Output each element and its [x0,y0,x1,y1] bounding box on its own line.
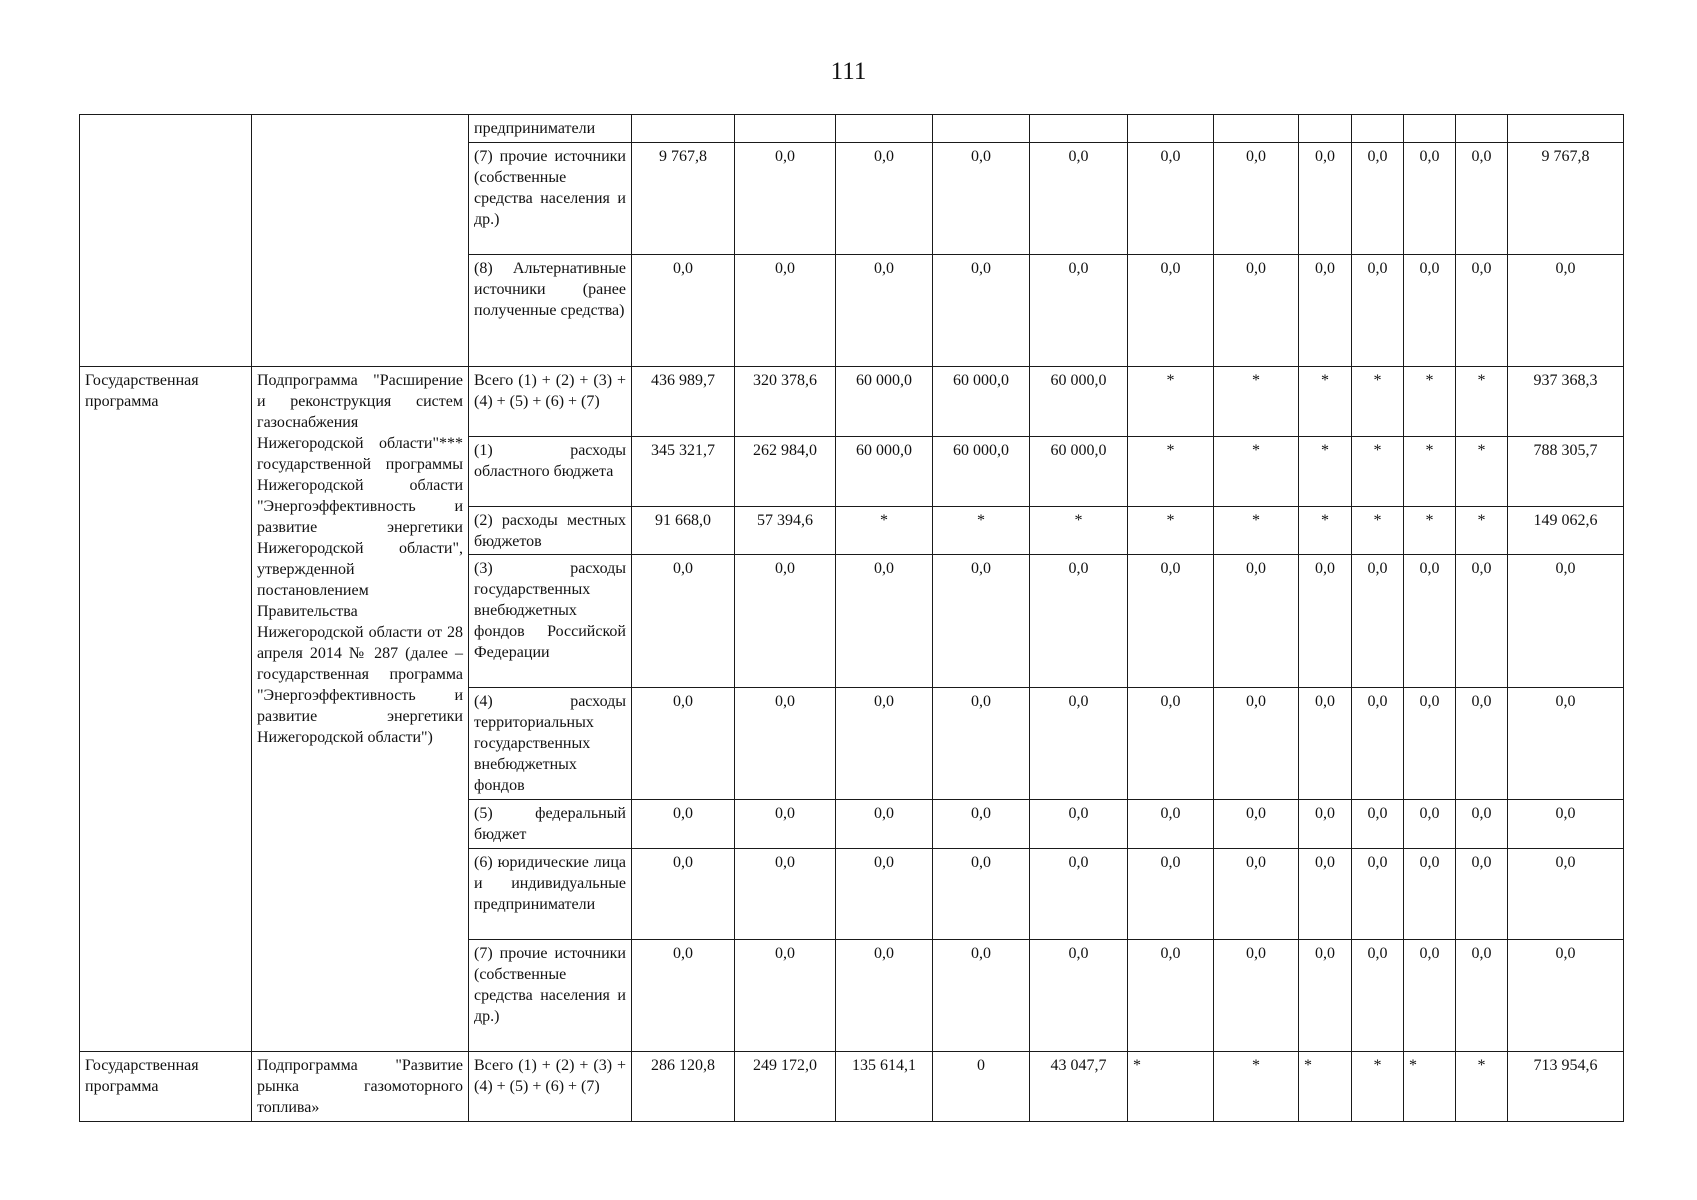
value-cell: 0,0 [735,143,836,255]
value-cell: * [1214,367,1299,437]
value-cell: * [1214,1052,1299,1122]
value-cell: 9 767,8 [632,143,735,255]
value-cell: 286 120,8 [632,1052,735,1122]
value-cell: * [933,507,1030,555]
value-cell: 788 305,7 [1508,437,1624,507]
value-cell: * [1352,507,1404,555]
value-cell: 0,0 [632,940,735,1052]
source-cell: (8) Альтернативные источники (ранее полученные средства) [469,255,632,367]
value-cell: 0,0 [632,800,735,849]
value-cell: 0,0 [632,849,735,940]
value-cell: * [1404,367,1456,437]
value-cell: 60 000,0 [836,367,933,437]
value-cell: 0,0 [1508,800,1624,849]
value-cell: 0,0 [1299,849,1352,940]
value-cell: * [1128,367,1214,437]
value-cell: * [1456,437,1508,507]
value-cell: * [1299,1052,1352,1122]
value-cell: 0,0 [632,688,735,800]
value-cell: 0,0 [735,688,836,800]
value-cell: 345 321,7 [632,437,735,507]
table-row [80,115,1624,143]
value-cell: 0,0 [1128,688,1214,800]
value-cell: 0,0 [1030,555,1128,688]
value-cell: 0,0 [1299,555,1352,688]
value-cell [1030,115,1128,143]
value-cell: 0,0 [1128,555,1214,688]
page-number: 111 [830,58,867,85]
value-cell: 0,0 [933,143,1030,255]
value-cell: 0,0 [1030,255,1128,367]
value-cell: 0,0 [1456,849,1508,940]
value-cell: * [1352,367,1404,437]
value-cell: 0,0 [1030,143,1128,255]
value-cell [1508,115,1624,143]
value-cell: * [1404,507,1456,555]
value-cell [632,115,735,143]
value-cell: * [1352,1052,1404,1122]
value-cell: 0,0 [836,940,933,1052]
budget-table [79,114,1624,1122]
value-cell: 0,0 [836,688,933,800]
source-cell: Всего (1) + (2) + (3) + (4) + (5) + (6) + (7) [469,367,632,437]
value-cell: 0,0 [1456,143,1508,255]
value-cell: 0,0 [1214,849,1299,940]
value-cell: 0,0 [1214,555,1299,688]
value-cell: 0,0 [1214,940,1299,1052]
value-cell: 0,0 [1128,143,1214,255]
value-cell: 0,0 [1456,255,1508,367]
value-cell: 91 668,0 [632,507,735,555]
value-cell: * [1299,507,1352,555]
value-cell: 0,0 [836,143,933,255]
value-cell: * [1456,1052,1508,1122]
value-cell: 0,0 [1214,688,1299,800]
value-cell: 0,0 [1456,800,1508,849]
value-cell: 0,0 [933,849,1030,940]
value-cell: * [1404,1052,1456,1122]
value-cell: * [1456,367,1508,437]
value-cell: * [1128,1052,1214,1122]
value-cell: 0,0 [836,555,933,688]
value-cell: 60 000,0 [836,437,933,507]
value-cell: 0,0 [836,849,933,940]
value-cell [1456,115,1508,143]
value-cell: 57 394,6 [735,507,836,555]
value-cell: 60 000,0 [933,367,1030,437]
value-cell: 0,0 [1508,555,1624,688]
value-cell: 0,0 [1299,143,1352,255]
value-cell: 0,0 [735,555,836,688]
value-cell [1128,115,1214,143]
value-cell: 0,0 [1214,255,1299,367]
value-cell: 0,0 [632,255,735,367]
value-cell: 0,0 [1214,800,1299,849]
value-cell [1404,115,1456,143]
value-cell: 0,0 [1508,940,1624,1052]
value-cell: 9 767,8 [1508,143,1624,255]
value-cell: 0,0 [1352,255,1404,367]
value-cell [1299,115,1352,143]
value-cell: 60 000,0 [1030,367,1128,437]
value-cell: 262 984,0 [735,437,836,507]
value-cell: * [1128,437,1214,507]
value-cell: 0,0 [933,555,1030,688]
value-cell: 0,0 [1404,255,1456,367]
value-cell: 149 062,6 [1508,507,1624,555]
source-cell: (1) расходы областного бюджета [469,437,632,507]
source-cell: (6) юридические лица и индивидуальные предприниматели [469,849,632,940]
value-cell: 436 989,7 [632,367,735,437]
value-cell: * [1030,507,1128,555]
value-cell: 0,0 [933,800,1030,849]
value-cell: 0,0 [1404,555,1456,688]
value-cell: 0,0 [1456,688,1508,800]
value-cell [933,115,1030,143]
value-cell: 0,0 [1352,555,1404,688]
value-cell: 249 172,0 [735,1052,836,1122]
value-cell: 0,0 [836,255,933,367]
program-name-cell: Подпрограмма "Развитие рынка газомоторного топлива» [252,1052,469,1122]
source-cell: (5) федеральный бюджет [469,800,632,849]
value-cell: 0,0 [1352,849,1404,940]
value-cell: 0,0 [1128,940,1214,1052]
value-cell [1214,115,1299,143]
value-cell: * [836,507,933,555]
value-cell: 0,0 [1508,255,1624,367]
value-cell: 0,0 [1214,143,1299,255]
value-cell: 713 954,6 [1508,1052,1624,1122]
value-cell: 0,0 [933,255,1030,367]
value-cell: 0,0 [1030,800,1128,849]
table-row [80,1052,1624,1122]
value-cell: 320 378,6 [735,367,836,437]
source-cell: предприниматели [469,115,632,143]
value-cell: 0,0 [1404,143,1456,255]
value-cell: 0,0 [1128,800,1214,849]
value-cell: 0,0 [735,255,836,367]
value-cell: 0,0 [1456,940,1508,1052]
value-cell: 0,0 [1030,849,1128,940]
source-cell: (2) расходы местных бюджетов [469,507,632,555]
value-cell: 60 000,0 [933,437,1030,507]
value-cell: 0,0 [1352,800,1404,849]
value-cell: 0,0 [1508,688,1624,800]
value-cell: 0,0 [1299,688,1352,800]
value-cell: 0,0 [1128,849,1214,940]
value-cell: 0,0 [1404,688,1456,800]
value-cell: * [1299,437,1352,507]
value-cell: 0 [933,1052,1030,1122]
value-cell: 0,0 [1030,688,1128,800]
program-name-cell: Подпрограмма "Расширение и реконструкция систем газоснабжения Нижегородской области"*** государственной программы Нижегородской области "Энергоэффективность и развитие энергетики Нижегородской области", утвержденной постановлением Правительства Нижегородской области от 28 апреля 2014 № 287 (далее – государственная программа "Энергоэффективность и развитие энергетики Нижегородской области") [252,367,469,1052]
value-cell: 0,0 [1404,940,1456,1052]
value-cell [836,115,933,143]
source-cell: (7) прочие источники (собственные средства населения и др.) [469,940,632,1052]
value-cell: 0,0 [1352,143,1404,255]
value-cell: 0,0 [933,940,1030,1052]
value-cell: 0,0 [836,800,933,849]
source-cell: (3) расходы государственных внебюджетных фондов Российской Федерации [469,555,632,688]
value-cell: 0,0 [1404,800,1456,849]
value-cell: * [1404,437,1456,507]
value-cell: * [1456,507,1508,555]
value-cell: * [1214,437,1299,507]
value-cell: 0,0 [1404,849,1456,940]
value-cell: * [1299,367,1352,437]
value-cell [1352,115,1404,143]
value-cell: 0,0 [1508,849,1624,940]
value-cell: 0,0 [1299,800,1352,849]
source-cell: (7) прочие источники (собственные средства населения и др.) [469,143,632,255]
value-cell: 0,0 [735,800,836,849]
value-cell: * [1214,507,1299,555]
value-cell: 0,0 [1299,255,1352,367]
value-cell: 937 368,3 [1508,367,1624,437]
program-name-cell [252,115,469,367]
program-type-cell [80,115,252,367]
value-cell: 0,0 [1128,255,1214,367]
source-cell: Всего (1) + (2) + (3) + (4) + (5) + (6) + (7) [469,1052,632,1122]
program-type-cell: Государственная программа [80,1052,252,1122]
value-cell: 60 000,0 [1030,437,1128,507]
value-cell: 0,0 [1352,688,1404,800]
value-cell [735,115,836,143]
value-cell: 0,0 [632,555,735,688]
value-cell: 43 047,7 [1030,1052,1128,1122]
value-cell: 0,0 [1299,940,1352,1052]
program-type-cell: Государственная программа [80,367,252,1052]
value-cell: 135 614,1 [836,1052,933,1122]
value-cell: 0,0 [735,940,836,1052]
value-cell: 0,0 [1456,555,1508,688]
value-cell: * [1128,507,1214,555]
value-cell: * [1352,437,1404,507]
value-cell: 0,0 [1030,940,1128,1052]
value-cell: 0,0 [1352,940,1404,1052]
value-cell: 0,0 [933,688,1030,800]
table-row [80,367,1624,437]
source-cell: (4) расходы территориальных государственных внебюджетных фондов [469,688,632,800]
value-cell: 0,0 [735,849,836,940]
